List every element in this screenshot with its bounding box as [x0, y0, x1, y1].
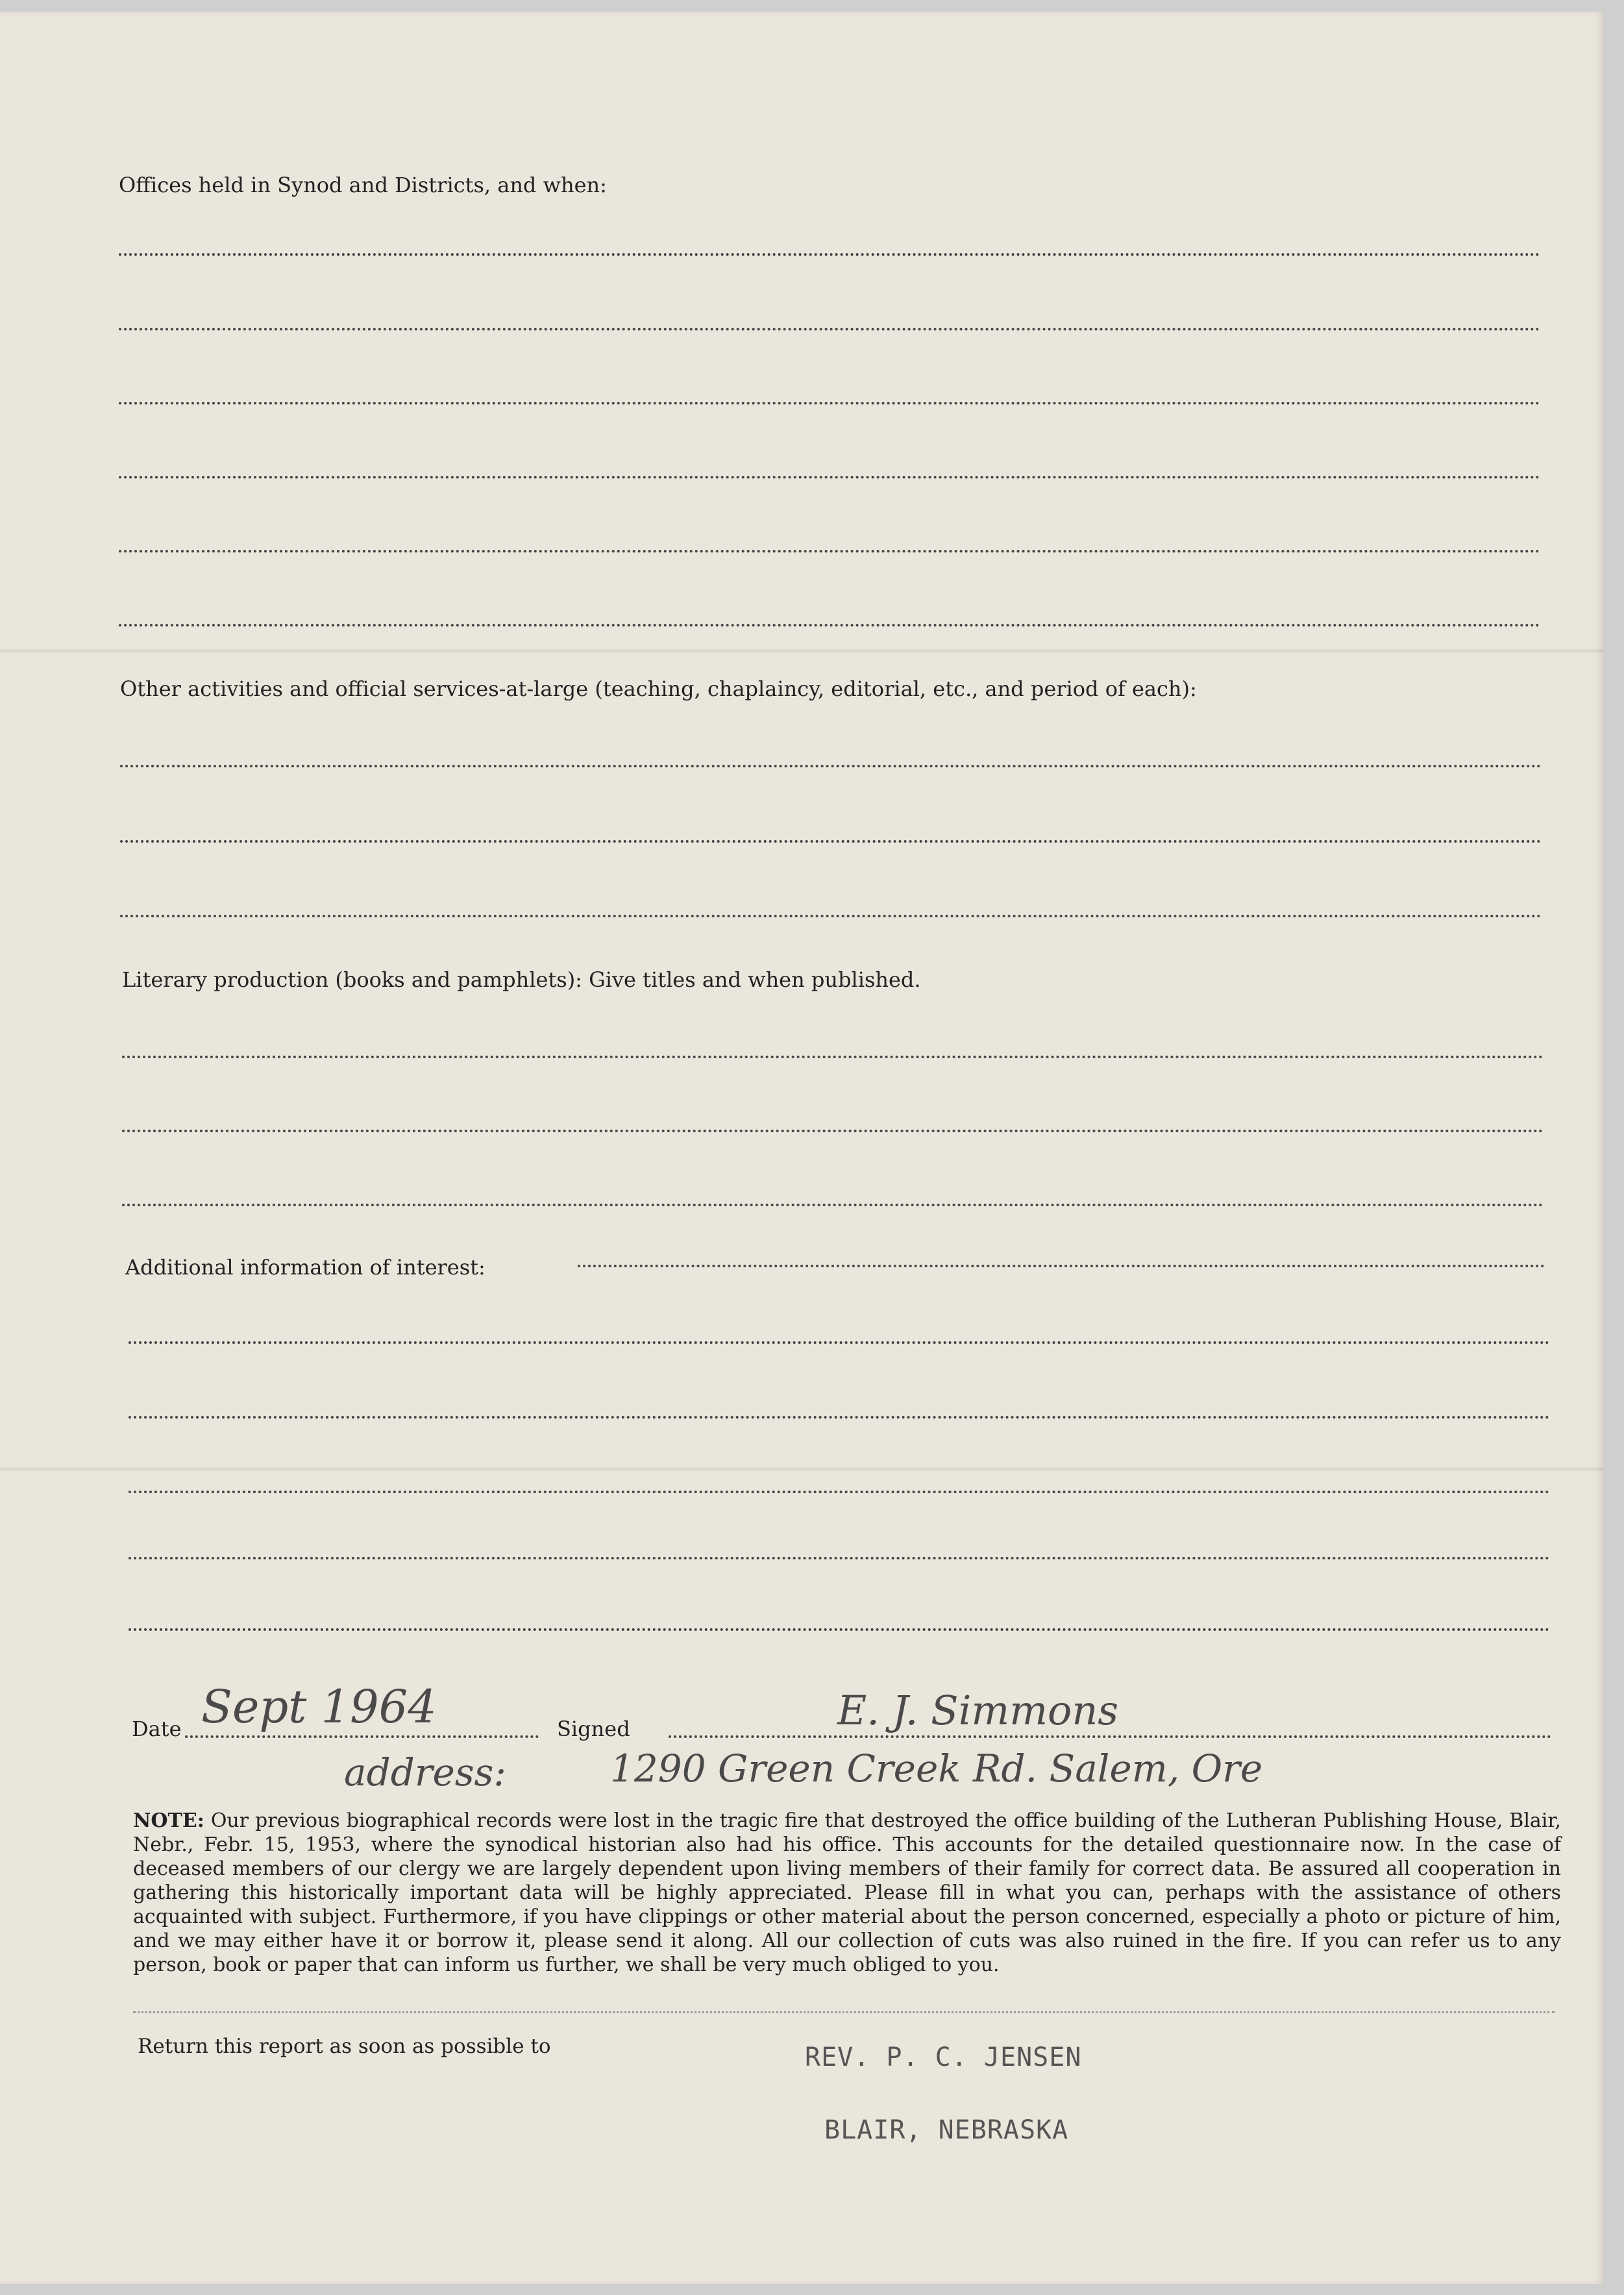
literary-heading: Literary production (books and pamphlets): Give titles and when published. — [122, 967, 921, 992]
note-label: NOTE: — [133, 1809, 204, 1832]
literary-line-1[interactable] — [122, 1056, 1544, 1058]
offices-heading: Offices held in Synod and Districts, and when: — [119, 173, 607, 197]
signature-line[interactable] — [669, 1735, 1551, 1738]
additional-heading: Additional information of interest: — [125, 1255, 486, 1280]
date-label: Date — [132, 1717, 182, 1741]
activities-line-3[interactable] — [120, 915, 1542, 917]
activities-line-1[interactable] — [120, 765, 1542, 767]
activities-line-2[interactable] — [120, 840, 1542, 843]
signature-handwritten: E. J. Simmons — [837, 1687, 1119, 1734]
date-handwritten: Sept 1964 — [201, 1680, 437, 1733]
date-line[interactable] — [185, 1735, 539, 1738]
address-label-handwritten: address: — [344, 1750, 506, 1794]
signed-label: Signed — [557, 1717, 630, 1741]
offices-line-4[interactable] — [119, 476, 1540, 478]
note-text: Our previous biographical records were lost in the tragic fire that destroyed the office building of the Lutheran Publishing House, Blair, Nebr., Febr. 15, 1953, where the synodical historian also had his office. This accounts for the detailed questionnaire now. In the case of deceased members of our clergy we are largely dependent upon living members of their family for correct data. Be assured all cooperation in gathering this historically important data will be highly appreciated. Please fill in what you can, perhaps with the assistance of others acquainted with subject. Furthermore, if you have clippings or other material about the person concerned, especially a photo or picture of him, and we may either have it or borrow it, please send it along. All our collection of cuts was also ruined in the fire. If you can refer us to any person, book or paper that can inform us further, we shall be very much obliged to you. — [133, 1809, 1561, 1976]
literary-line-3[interactable] — [122, 1204, 1544, 1206]
offices-line-2[interactable] — [119, 328, 1540, 330]
address-stamp-line1: REV. P. C. JENSEN — [805, 2042, 1082, 2072]
fold-crease-lower — [0, 1467, 1603, 1471]
note-separator — [133, 2011, 1555, 2013]
additional-line-0[interactable] — [578, 1265, 1545, 1267]
address-handwritten: 1290 Green Creek Rd. Salem, Ore — [610, 1746, 1263, 1791]
offices-line-6[interactable] — [119, 624, 1540, 626]
activities-heading: Other activities and official services-at-large (teaching, chaplaincy, editorial, etc., and period of each): — [120, 676, 1197, 701]
offices-line-5[interactable] — [119, 550, 1540, 552]
additional-line-4[interactable] — [129, 1557, 1550, 1559]
additional-line-3[interactable] — [129, 1491, 1550, 1493]
return-label: Return this report as soon as possible to — [138, 2035, 551, 2058]
form-page — [0, 12, 1603, 2284]
additional-line-1[interactable] — [129, 1341, 1550, 1344]
additional-line-2[interactable] — [129, 1416, 1550, 1419]
offices-line-3[interactable] — [119, 402, 1540, 404]
offices-line-1[interactable] — [119, 253, 1540, 256]
literary-line-2[interactable] — [122, 1130, 1544, 1132]
address-stamp-line2: BLAIR, NEBRASKA — [824, 2115, 1069, 2145]
additional-line-5[interactable] — [129, 1628, 1550, 1631]
fold-crease-upper — [0, 649, 1603, 653]
note-paragraph — [133, 1809, 1561, 1977]
